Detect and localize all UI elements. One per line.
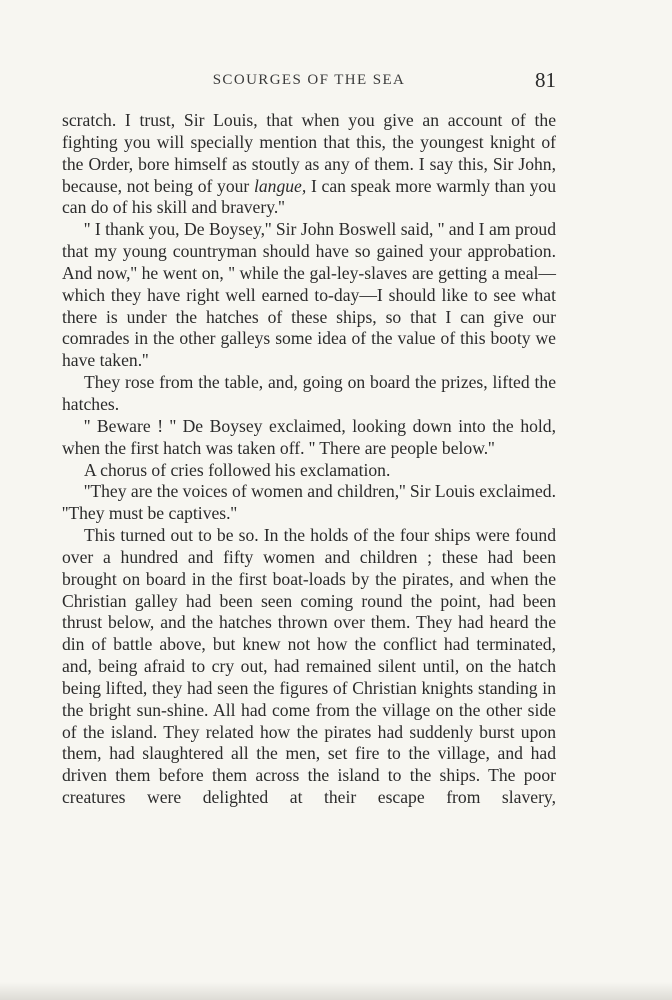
italic-word: langue, [253, 175, 307, 196]
paragraph: A chorus of cries followed his exclamation. [84, 459, 391, 480]
paragraph: They rose from the table, and, going on board the prizes, lifted the hatches. [62, 372, 556, 414]
page-header [62, 70, 556, 94]
paragraph [62, 110, 556, 219]
paragraph: This turned out to be so. In the holds of the four ships were found over a hundred and fifty women and children ; these had been brought on board in the first boat-loads by the pirates, and when the Christian galley had been seen coming round the point, had been thrust below, and the hatches thrown over them. They had heard the din of battle above, but knew not how the conflict had terminated, and, being afraid to cry out, had remained silent until, on the hatch being lifted, they had seen the figures of Christian knights standing in the bright sun-shine. All had come from the village on the other side of the island. They related how the pirates had suddenly burst upon them, had slaughtered all the men, set fire to the village, and had driven them before them across the island to the ships. The poor creatures were delighted at their escape from slavery, [62, 525, 556, 808]
paragraph-text: scratch. I trust, Sir Louis, that when you give an account of the fighting you will specially mention that this, the youngest knight of the Order, bore himself as stoutly as any of them. I say this, Sir John, because, not being of your [62, 110, 556, 196]
running-head: SCOURGES OF THE SEA [212, 72, 406, 88]
page-number: 81 [535, 68, 556, 92]
paragraph-text-tail: I can speak more warmly than you can do of his skill and bravery.'' [62, 175, 556, 218]
page-edge-shadow [0, 982, 672, 1000]
paragraph: ''They are the voices of women and children,'' Sir Louis exclaimed. ''They must be captives.'' [62, 481, 556, 524]
paragraph: '' Beware ! '' De Boysey exclaimed, looking down into the hold, when the first hatch was taken off. '' There are people below.'' [62, 415, 556, 458]
body-text [62, 110, 556, 809]
paragraph: '' I thank you, De Boysey,'' Sir John Boswell said, '' and I am proud that my young countryman should have so gained your approbation. And now,'' he went on, '' while the gal-ley-slaves are getting a meal—which they have right well earned to-day—I should like to see what there is under the hatches of these ships, so that I can give our comrades in the other galleys some idea of the value of this booty we have taken.'' [62, 219, 556, 371]
